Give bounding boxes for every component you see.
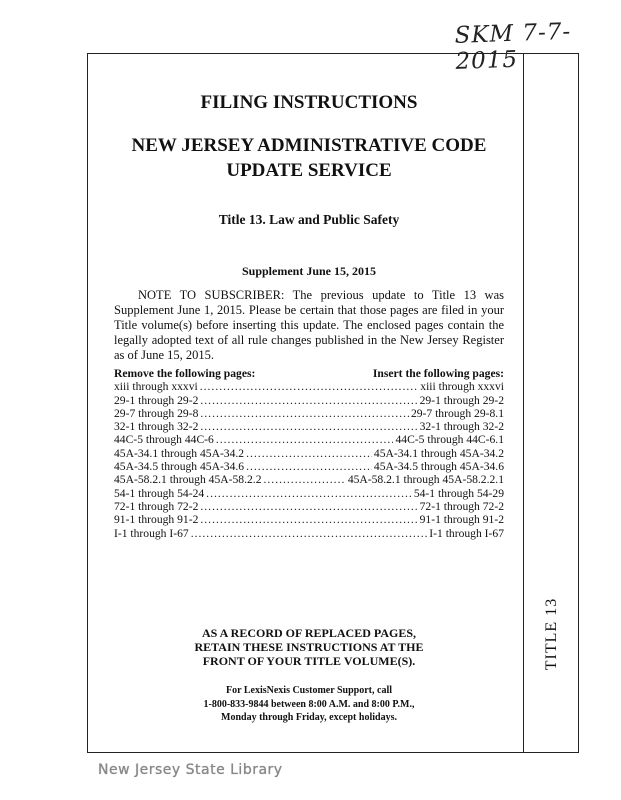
dot-leader bbox=[200, 500, 417, 513]
document-subtitle bbox=[114, 134, 504, 183]
retain-line: AS A RECORD OF REPLACED PAGES, bbox=[201, 626, 417, 640]
instructions-content bbox=[114, 92, 504, 723]
table-row bbox=[114, 460, 504, 473]
support-line: 1-800-833-9844 between 8:00 A.M. and 8:00 P.M., bbox=[203, 698, 415, 710]
table-row bbox=[114, 407, 504, 420]
table-row bbox=[114, 473, 504, 486]
subtitle-line: UPDATE SERVICE bbox=[226, 159, 392, 181]
insert-header: Insert the following pages: bbox=[372, 367, 504, 380]
pages-table-header bbox=[114, 367, 504, 380]
insert-pages: 45A-34.5 through 45A-34.6 bbox=[373, 460, 504, 474]
retain-line: RETAIN THESE INSTRUCTIONS AT THE bbox=[194, 640, 424, 654]
insert-pages: 72-1 through 72-2 bbox=[419, 499, 504, 513]
remove-pages: 45A-34.5 through 45A-34.6 bbox=[114, 460, 245, 474]
remove-pages: 44C-5 through 44C-6 bbox=[114, 433, 214, 447]
supplement-date: Supplement June 15, 2015 bbox=[241, 264, 377, 278]
dot-leader bbox=[246, 447, 372, 460]
table-row bbox=[114, 380, 504, 393]
insert-pages: 29-7 through 29-8.1 bbox=[410, 406, 504, 420]
insert-pages: 54-1 through 54-29 bbox=[413, 486, 504, 500]
remove-pages: 72-1 through 72-2 bbox=[114, 499, 199, 513]
dot-leader bbox=[216, 433, 394, 446]
table-row bbox=[114, 447, 504, 460]
dot-leader bbox=[200, 407, 409, 420]
remove-pages: 45A-34.1 through 45A-34.2 bbox=[114, 446, 245, 460]
pages-table bbox=[114, 367, 504, 540]
remove-pages: 29-7 through 29-8 bbox=[114, 406, 199, 420]
remove-pages: 32-1 through 32-2 bbox=[114, 420, 199, 434]
dot-leader bbox=[200, 513, 417, 526]
remove-pages: I-1 through I-67 bbox=[114, 526, 189, 540]
insert-pages: 29-1 through 29-2 bbox=[419, 393, 504, 407]
dot-leader bbox=[200, 420, 417, 433]
subscriber-note: NOTE TO SUBSCRIBER: The previous update to Title 13 was Supplement June 1, 2015. Please be certain that those pages are filed in your Title volume(s) before inserting this update. The enclosed pages contain the legally adopted text of all rule changes published in the New Jersey Register as of June 15, 2015. bbox=[114, 288, 504, 362]
dot-leader bbox=[191, 527, 428, 540]
support-line: Monday through Friday, except holidays. bbox=[221, 712, 397, 723]
dot-leader bbox=[206, 487, 412, 500]
dot-leader bbox=[200, 380, 419, 393]
handwritten-note: SKM 7-7-2015 bbox=[454, 18, 572, 75]
table-row bbox=[114, 513, 504, 526]
remove-header: Remove the following pages: bbox=[114, 367, 256, 380]
support-line: For LexisNexis Customer Support, call bbox=[225, 685, 392, 696]
tab-divider bbox=[523, 53, 524, 753]
table-row bbox=[114, 487, 504, 500]
remove-pages: xiii through xxxvi bbox=[114, 380, 198, 394]
insert-pages: 32-1 through 32-2 bbox=[419, 420, 504, 434]
table-row bbox=[114, 394, 504, 407]
table-row bbox=[114, 500, 504, 513]
remove-pages: 54-1 through 54-24 bbox=[114, 486, 205, 500]
dot-leader bbox=[200, 394, 417, 407]
pages-table-body bbox=[114, 380, 504, 540]
document-title: FILING INSTRUCTIONS bbox=[200, 92, 418, 113]
insert-pages: 91-1 through 91-2 bbox=[419, 513, 504, 527]
insert-pages: 44C-5 through 44C-6.1 bbox=[395, 433, 504, 447]
insert-pages: xiii through xxxvi bbox=[420, 380, 504, 394]
dot-leader bbox=[246, 460, 372, 473]
insert-pages: I-1 through I-67 bbox=[429, 526, 504, 540]
remove-pages: 29-1 through 29-2 bbox=[114, 393, 199, 407]
insert-pages: 45A-58.2.1 through 45A-58.2.2.1 bbox=[347, 473, 504, 487]
remove-pages: 91-1 through 91-2 bbox=[114, 513, 199, 527]
table-row bbox=[114, 433, 504, 446]
title-number: Title 13. Law and Public Safety bbox=[218, 212, 400, 227]
dot-leader bbox=[264, 473, 346, 486]
retain-line: FRONT OF YOUR TITLE VOLUME(S). bbox=[202, 654, 416, 668]
table-row bbox=[114, 420, 504, 433]
table-row bbox=[114, 527, 504, 540]
retain-instructions bbox=[114, 626, 504, 668]
title-tab-label: TITLE 13 bbox=[543, 597, 560, 671]
customer-support bbox=[114, 684, 504, 725]
remove-pages: 45A-58.2.1 through 45A-58.2.2 bbox=[114, 473, 262, 487]
insert-pages: 45A-34.1 through 45A-34.2 bbox=[373, 446, 504, 460]
subtitle-line: NEW JERSEY ADMINISTRATIVE CODE bbox=[131, 135, 487, 156]
library-stamp: New Jersey State Library bbox=[98, 762, 283, 778]
